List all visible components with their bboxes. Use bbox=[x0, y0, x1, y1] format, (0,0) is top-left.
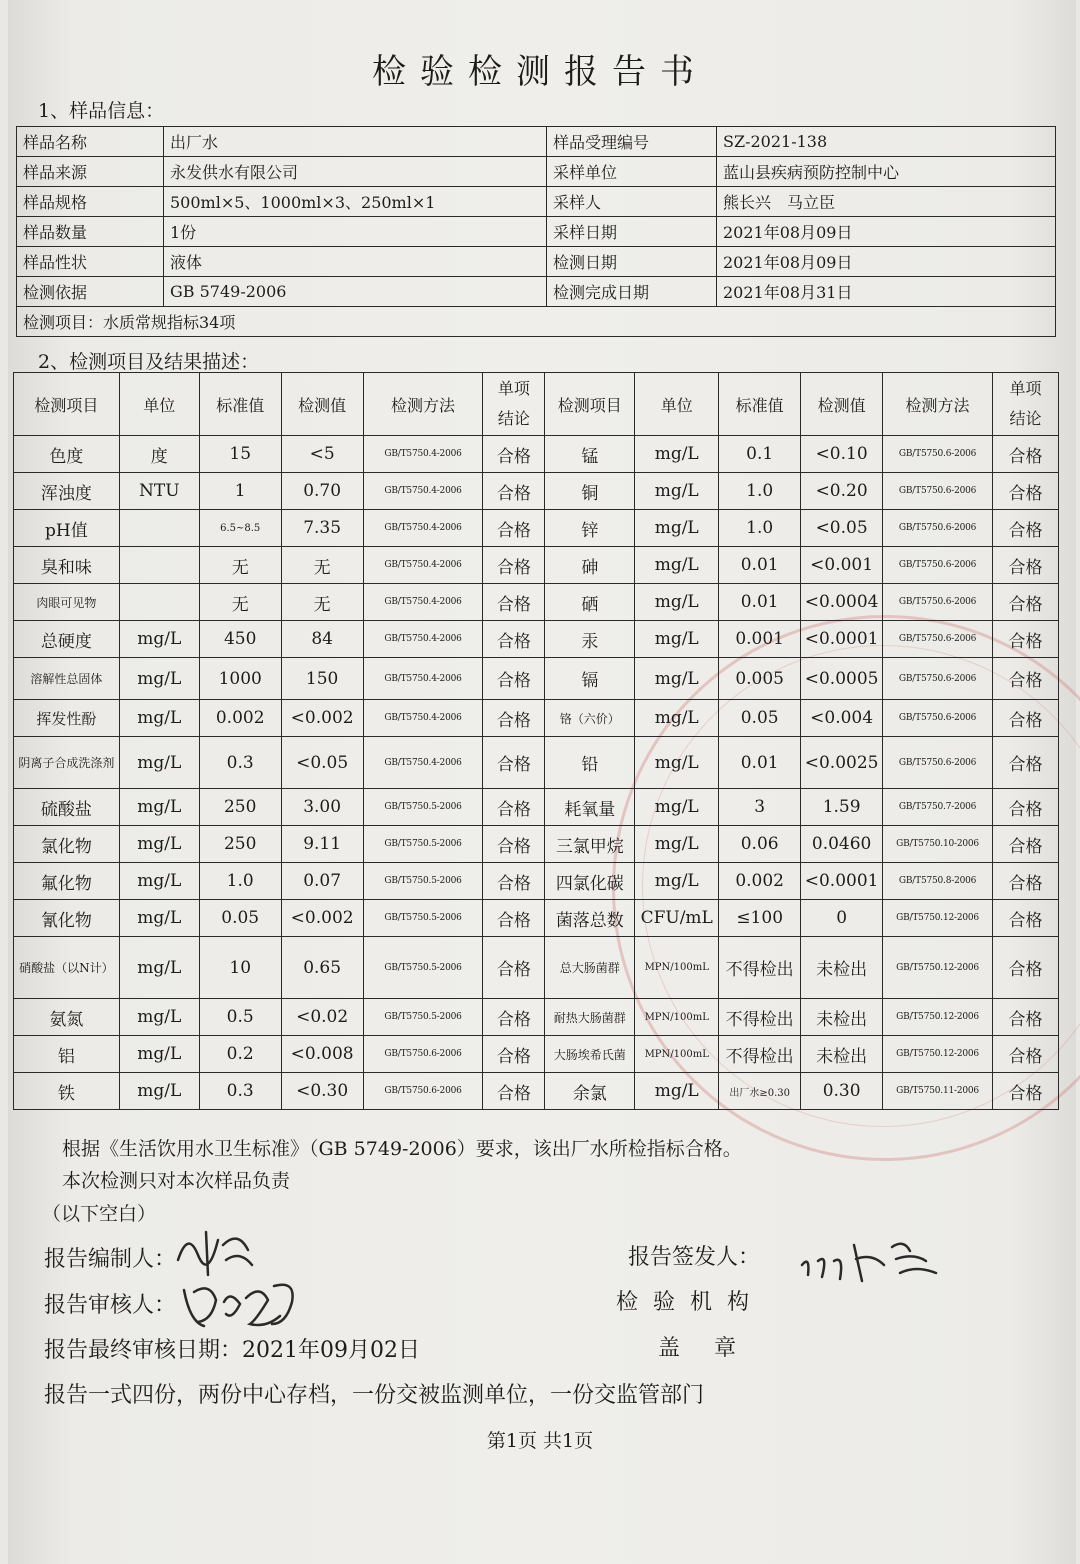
info-label: 采样单位 bbox=[547, 157, 717, 187]
info-value: SZ-2021-138 bbox=[717, 127, 1056, 157]
item-conclusion: 合格 bbox=[483, 700, 545, 737]
item-name: 硫酸盐 bbox=[14, 789, 120, 826]
standard-value: 出厂水≥0.30 bbox=[719, 1073, 801, 1110]
test-method: GB/T5750.4-2006 bbox=[363, 436, 483, 473]
test-method: GB/T5750.12-2006 bbox=[883, 937, 993, 999]
test-method: GB/T5750.4-2006 bbox=[363, 700, 483, 737]
unit: mg/L bbox=[119, 999, 199, 1036]
measured-value: <0.05 bbox=[801, 510, 883, 547]
test-method: GB/T5750.10-2006 bbox=[883, 826, 993, 863]
standard-value: 0.01 bbox=[719, 547, 801, 584]
unit bbox=[119, 584, 199, 621]
item-conclusion: 合格 bbox=[993, 937, 1059, 999]
measured-value: <0.0001 bbox=[801, 863, 883, 900]
measured-value: 1.59 bbox=[801, 789, 883, 826]
standard-value: 1.0 bbox=[199, 863, 281, 900]
standard-value: 0.2 bbox=[199, 1036, 281, 1073]
test-method: GB/T5750.5-2006 bbox=[363, 863, 483, 900]
sample-info-row bbox=[17, 247, 1056, 277]
test-method: GB/T5750.6-2006 bbox=[883, 547, 993, 584]
item-name: 挥发性酚 bbox=[14, 700, 120, 737]
info-value: 500ml×5、1000ml×3、250ml×1 bbox=[164, 187, 547, 217]
standard-value: 0.002 bbox=[719, 863, 801, 900]
test-method: GB/T5750.8-2006 bbox=[883, 863, 993, 900]
unit: mg/L bbox=[119, 789, 199, 826]
item-conclusion: 合格 bbox=[993, 789, 1059, 826]
unit: mg/L bbox=[119, 863, 199, 900]
standard-value: 1.0 bbox=[719, 510, 801, 547]
results-header-cell: 检测项目 bbox=[14, 373, 120, 436]
test-method: GB/T5750.6-2006 bbox=[883, 621, 993, 658]
item-conclusion: 合格 bbox=[993, 1073, 1059, 1110]
info-label: 样品数量 bbox=[17, 217, 164, 247]
item-conclusion: 合格 bbox=[483, 737, 545, 789]
standard-value: ≤100 bbox=[719, 900, 801, 937]
item-conclusion: 合格 bbox=[993, 700, 1059, 737]
info-value: GB 5749-2006 bbox=[164, 277, 547, 307]
info-label: 检测依据 bbox=[17, 277, 164, 307]
info-value: 永发供水有限公司 bbox=[164, 157, 547, 187]
info-label: 采样人 bbox=[547, 187, 717, 217]
measured-value: 84 bbox=[281, 621, 363, 658]
standard-value: 250 bbox=[199, 826, 281, 863]
measured-value: 无 bbox=[281, 547, 363, 584]
unit: CFU/mL bbox=[635, 900, 719, 937]
preparer-handwritten-signature bbox=[168, 1220, 258, 1280]
responsibility-note: 本次检测只对本次样品负责 bbox=[62, 1170, 291, 1192]
results-header-cell: 单项结论 bbox=[483, 373, 545, 436]
item-name: 砷 bbox=[545, 547, 635, 584]
results-row bbox=[14, 658, 1059, 700]
unit: mg/L bbox=[119, 1036, 199, 1073]
unit: mg/L bbox=[119, 1073, 199, 1110]
item-name: 臭和味 bbox=[14, 547, 120, 584]
final-review-date: 报告最终审核日期：2021年09月02日 bbox=[44, 1338, 420, 1363]
unit: mg/L bbox=[635, 700, 719, 737]
results-row bbox=[14, 999, 1059, 1036]
item-name: 铅 bbox=[545, 737, 635, 789]
unit: mg/L bbox=[119, 937, 199, 999]
item-name: 大肠埃希氏菌 bbox=[545, 1036, 635, 1073]
info-label: 样品来源 bbox=[17, 157, 164, 187]
standard-value: 15 bbox=[199, 436, 281, 473]
info-label: 检测完成日期 bbox=[547, 277, 717, 307]
item-name: 锌 bbox=[545, 510, 635, 547]
item-conclusion: 合格 bbox=[993, 863, 1059, 900]
measured-value: <0.008 bbox=[281, 1036, 363, 1073]
standard-value: 0.01 bbox=[719, 584, 801, 621]
item-conclusion: 合格 bbox=[483, 900, 545, 937]
results-row bbox=[14, 436, 1059, 473]
test-method: GB/T5750.4-2006 bbox=[363, 737, 483, 789]
measured-value: <0.05 bbox=[281, 737, 363, 789]
unit: mg/L bbox=[635, 826, 719, 863]
measured-value: <0.0025 bbox=[801, 737, 883, 789]
unit: mg/L bbox=[119, 621, 199, 658]
standard-value: 0.005 bbox=[719, 658, 801, 700]
unit: mg/L bbox=[635, 584, 719, 621]
results-header-cell: 单位 bbox=[119, 373, 199, 436]
item-conclusion: 合格 bbox=[993, 584, 1059, 621]
info-value: 2021年08月09日 bbox=[717, 247, 1056, 277]
test-method: GB/T5750.4-2006 bbox=[363, 473, 483, 510]
results-row bbox=[14, 1036, 1059, 1073]
standard-value: 250 bbox=[199, 789, 281, 826]
item-name: 耗氧量 bbox=[545, 789, 635, 826]
test-method: GB/T5750.4-2006 bbox=[363, 621, 483, 658]
standard-value: 0.05 bbox=[719, 700, 801, 737]
standard-value: 1.0 bbox=[719, 473, 801, 510]
unit: mg/L bbox=[119, 737, 199, 789]
measured-value: 未检出 bbox=[801, 999, 883, 1036]
item-conclusion: 合格 bbox=[483, 999, 545, 1036]
unit: mg/L bbox=[635, 1073, 719, 1110]
item-name: 菌落总数 bbox=[545, 900, 635, 937]
info-label: 样品性状 bbox=[17, 247, 164, 277]
item-name: 氯化物 bbox=[14, 826, 120, 863]
item-name: 耐热大肠菌群 bbox=[545, 999, 635, 1036]
info-label: 检测日期 bbox=[547, 247, 717, 277]
results-header-cell: 标准值 bbox=[199, 373, 281, 436]
test-method: GB/T5750.12-2006 bbox=[883, 900, 993, 937]
results-row bbox=[14, 1073, 1059, 1110]
results-row bbox=[14, 510, 1059, 547]
item-name: 肉眼可见物 bbox=[14, 584, 120, 621]
test-method: GB/T5750.6-2006 bbox=[363, 1073, 483, 1110]
measured-value: 未检出 bbox=[801, 937, 883, 999]
test-method: GB/T5750.12-2006 bbox=[883, 1036, 993, 1073]
issuer-label: 报告签发人： bbox=[628, 1245, 761, 1270]
info-label: 采样日期 bbox=[547, 217, 717, 247]
standard-value: 0.001 bbox=[719, 621, 801, 658]
standard-value: 无 bbox=[199, 547, 281, 584]
item-conclusion: 合格 bbox=[483, 937, 545, 999]
info-value: 出厂水 bbox=[164, 127, 547, 157]
item-conclusion: 合格 bbox=[483, 1036, 545, 1073]
item-conclusion: 合格 bbox=[483, 436, 545, 473]
test-method: GB/T5750.5-2006 bbox=[363, 999, 483, 1036]
measured-value: <0.001 bbox=[801, 547, 883, 584]
reviewer-handwritten-signature bbox=[176, 1272, 306, 1334]
item-conclusion: 合格 bbox=[483, 473, 545, 510]
measured-value: <0.0004 bbox=[801, 584, 883, 621]
unit: mg/L bbox=[635, 473, 719, 510]
measured-value: 7.35 bbox=[281, 510, 363, 547]
info-value: 熊长兴 马立臣 bbox=[717, 187, 1056, 217]
standard-value: 0.05 bbox=[199, 900, 281, 937]
item-name: 浑浊度 bbox=[14, 473, 120, 510]
item-name: 氨氮 bbox=[14, 999, 120, 1036]
item-conclusion: 合格 bbox=[993, 473, 1059, 510]
distribution-note: 报告一式四份，两份中心存档，一份交被监测单位，一份交监管部门 bbox=[44, 1383, 705, 1408]
results-row bbox=[14, 737, 1059, 789]
info-value: 2021年08月09日 bbox=[717, 217, 1056, 247]
test-method: GB/T5750.5-2006 bbox=[363, 900, 483, 937]
measured-value: <0.30 bbox=[281, 1073, 363, 1110]
info-value: 1份 bbox=[164, 217, 547, 247]
test-method: GB/T5750.6-2006 bbox=[883, 473, 993, 510]
test-method: GB/T5750.4-2006 bbox=[363, 547, 483, 584]
results-header-cell: 单项结论 bbox=[993, 373, 1059, 436]
unit: mg/L bbox=[635, 658, 719, 700]
test-method: GB/T5750.5-2006 bbox=[363, 937, 483, 999]
measured-value: <0.002 bbox=[281, 900, 363, 937]
results-row bbox=[14, 789, 1059, 826]
item-name: 铝 bbox=[14, 1036, 120, 1073]
item-conclusion: 合格 bbox=[993, 436, 1059, 473]
test-method: GB/T5750.4-2006 bbox=[363, 658, 483, 700]
standard-value: 1 bbox=[199, 473, 281, 510]
measured-value: <0.002 bbox=[281, 700, 363, 737]
item-conclusion: 合格 bbox=[993, 999, 1059, 1036]
measured-value: <5 bbox=[281, 436, 363, 473]
info-label: 样品规格 bbox=[17, 187, 164, 217]
results-header-cell: 检测值 bbox=[281, 373, 363, 436]
item-conclusion: 合格 bbox=[993, 510, 1059, 547]
unit: mg/L bbox=[635, 510, 719, 547]
results-row bbox=[14, 547, 1059, 584]
standard-value: 不得检出 bbox=[719, 937, 801, 999]
measured-value: 无 bbox=[281, 584, 363, 621]
results-header-cell: 标准值 bbox=[719, 373, 801, 436]
test-method: GB/T5750.6-2006 bbox=[883, 700, 993, 737]
info-value: 液体 bbox=[164, 247, 547, 277]
results-row bbox=[14, 621, 1059, 658]
sample-info-row bbox=[17, 157, 1056, 187]
item-name: 三氯甲烷 bbox=[545, 826, 635, 863]
test-method: GB/T5750.6-2006 bbox=[363, 1036, 483, 1073]
measured-value: 9.11 bbox=[281, 826, 363, 863]
blank-below-note: （以下空白） bbox=[42, 1203, 157, 1225]
sample-info-row bbox=[17, 127, 1056, 157]
info-value: 蓝山县疾病预防控制中心 bbox=[717, 157, 1056, 187]
item-name: 余氯 bbox=[545, 1073, 635, 1110]
measured-value: <0.02 bbox=[281, 999, 363, 1036]
unit: mg/L bbox=[635, 547, 719, 584]
standard-value: 6.5~8.5 bbox=[199, 510, 281, 547]
item-name: 总硬度 bbox=[14, 621, 120, 658]
report-title: 检验检测报告书 bbox=[372, 52, 708, 92]
unit bbox=[119, 510, 199, 547]
measured-value: <0.0001 bbox=[801, 621, 883, 658]
standard-value: 0.5 bbox=[199, 999, 281, 1036]
unit: mg/L bbox=[119, 900, 199, 937]
standard-value: 0.002 bbox=[199, 700, 281, 737]
item-conclusion: 合格 bbox=[483, 510, 545, 547]
item-conclusion: 合格 bbox=[993, 547, 1059, 584]
item-conclusion: 合格 bbox=[483, 547, 545, 584]
seal-label: 盖 章 bbox=[658, 1336, 743, 1361]
item-name: 氰化物 bbox=[14, 900, 120, 937]
test-method: GB/T5750.11-2006 bbox=[883, 1073, 993, 1110]
info-value: 2021年08月31日 bbox=[717, 277, 1056, 307]
item-name: 硒 bbox=[545, 584, 635, 621]
results-header-cell: 单位 bbox=[635, 373, 719, 436]
measured-value: 0.70 bbox=[281, 473, 363, 510]
measured-value: 0.07 bbox=[281, 863, 363, 900]
unit: MPN/100mL bbox=[635, 999, 719, 1036]
results-row bbox=[14, 584, 1059, 621]
reviewer-label: 报告审核人： bbox=[44, 1293, 177, 1318]
item-name: 色度 bbox=[14, 436, 120, 473]
standard-value: 3 bbox=[719, 789, 801, 826]
item-conclusion: 合格 bbox=[993, 826, 1059, 863]
measured-value: 0.0460 bbox=[801, 826, 883, 863]
test-items-summary: 检测项目：水质常规指标34项 bbox=[17, 307, 1056, 337]
test-method: GB/T5750.4-2006 bbox=[363, 584, 483, 621]
item-name: 铬（六价） bbox=[545, 700, 635, 737]
results-header-cell: 检测方法 bbox=[363, 373, 483, 436]
unit: NTU bbox=[119, 473, 199, 510]
test-method: GB/T5750.6-2006 bbox=[883, 737, 993, 789]
unit: mg/L bbox=[119, 826, 199, 863]
item-conclusion: 合格 bbox=[993, 737, 1059, 789]
measured-value: 150 bbox=[281, 658, 363, 700]
item-conclusion: 合格 bbox=[483, 863, 545, 900]
item-conclusion: 合格 bbox=[483, 1073, 545, 1110]
item-conclusion: 合格 bbox=[993, 900, 1059, 937]
item-conclusion: 合格 bbox=[483, 658, 545, 700]
standard-value: 450 bbox=[199, 621, 281, 658]
test-method: GB/T5750.6-2006 bbox=[883, 436, 993, 473]
standard-value: 0.3 bbox=[199, 1073, 281, 1110]
preparer-label: 报告编制人： bbox=[44, 1247, 177, 1272]
info-label: 样品受理编号 bbox=[547, 127, 717, 157]
unit: mg/L bbox=[119, 658, 199, 700]
test-method: GB/T5750.5-2006 bbox=[363, 826, 483, 863]
results-header-cell: 检测方法 bbox=[883, 373, 993, 436]
measured-value: 未检出 bbox=[801, 1036, 883, 1073]
standard-value: 不得检出 bbox=[719, 1036, 801, 1073]
standard-value: 不得检出 bbox=[719, 999, 801, 1036]
measured-value: <0.20 bbox=[801, 473, 883, 510]
item-conclusion: 合格 bbox=[483, 621, 545, 658]
test-method: GB/T5750.4-2006 bbox=[363, 510, 483, 547]
item-name: 阴离子合成洗涤剂 bbox=[14, 737, 120, 789]
sample-info-row bbox=[17, 277, 1056, 307]
issuer-handwritten-signature bbox=[796, 1225, 946, 1295]
test-method: GB/T5750.12-2006 bbox=[883, 999, 993, 1036]
test-method: GB/T5750.6-2006 bbox=[883, 510, 993, 547]
item-name: 总大肠菌群 bbox=[545, 937, 635, 999]
unit: mg/L bbox=[119, 700, 199, 737]
unit: mg/L bbox=[635, 621, 719, 658]
test-method: GB/T5750.7-2006 bbox=[883, 789, 993, 826]
results-row bbox=[14, 826, 1059, 863]
unit: mg/L bbox=[635, 436, 719, 473]
inspection-org-label: 检 验 机 构 bbox=[616, 1290, 753, 1315]
item-conclusion: 合格 bbox=[483, 584, 545, 621]
standard-value: 0.1 bbox=[719, 436, 801, 473]
unit: mg/L bbox=[635, 863, 719, 900]
info-label: 样品名称 bbox=[17, 127, 164, 157]
sample-info-row bbox=[17, 187, 1056, 217]
standard-value: 0.01 bbox=[719, 737, 801, 789]
standard-value: 10 bbox=[199, 937, 281, 999]
unit: mg/L bbox=[635, 789, 719, 826]
item-name: 氟化物 bbox=[14, 863, 120, 900]
item-name: 铜 bbox=[545, 473, 635, 510]
test-method: GB/T5750.6-2006 bbox=[883, 584, 993, 621]
results-row bbox=[14, 700, 1059, 737]
unit: MPN/100mL bbox=[635, 1036, 719, 1073]
results-row bbox=[14, 900, 1059, 937]
item-name: 四氯化碳 bbox=[545, 863, 635, 900]
measured-value: <0.004 bbox=[801, 700, 883, 737]
test-method: GB/T5750.6-2006 bbox=[883, 658, 993, 700]
item-name: 锰 bbox=[545, 436, 635, 473]
standard-value: 1000 bbox=[199, 658, 281, 700]
unit: MPN/100mL bbox=[635, 937, 719, 999]
measured-value: 0.65 bbox=[281, 937, 363, 999]
item-conclusion: 合格 bbox=[993, 658, 1059, 700]
results-header-cell: 检测项目 bbox=[545, 373, 635, 436]
results-header-cell: 检测值 bbox=[801, 373, 883, 436]
unit: 度 bbox=[119, 436, 199, 473]
section-sample-info-heading: 1、样品信息： bbox=[38, 100, 165, 122]
standard-value: 无 bbox=[199, 584, 281, 621]
item-conclusion: 合格 bbox=[483, 789, 545, 826]
item-name: 铁 bbox=[14, 1073, 120, 1110]
results-table bbox=[13, 372, 1059, 1110]
item-name: 汞 bbox=[545, 621, 635, 658]
unit bbox=[119, 547, 199, 584]
measured-value: <0.0005 bbox=[801, 658, 883, 700]
results-row bbox=[14, 937, 1059, 999]
item-conclusion: 合格 bbox=[993, 1036, 1059, 1073]
item-name: 溶解性总固体 bbox=[14, 658, 120, 700]
measured-value: 0 bbox=[801, 900, 883, 937]
sample-info-row bbox=[17, 217, 1056, 247]
item-name: 镉 bbox=[545, 658, 635, 700]
measured-value: 3.00 bbox=[281, 789, 363, 826]
item-name: 硝酸盐（以N计） bbox=[14, 937, 120, 999]
results-row bbox=[14, 863, 1059, 900]
results-row bbox=[14, 473, 1059, 510]
standard-value: 0.3 bbox=[199, 737, 281, 789]
measured-value: <0.10 bbox=[801, 436, 883, 473]
page-number: 第1页 共1页 bbox=[486, 1430, 594, 1452]
measured-value: 0.30 bbox=[801, 1073, 883, 1110]
test-method: GB/T5750.5-2006 bbox=[363, 789, 483, 826]
item-conclusion: 合格 bbox=[483, 826, 545, 863]
item-name: pH值 bbox=[14, 510, 120, 547]
standard-value: 0.06 bbox=[719, 826, 801, 863]
section-results-heading: 2、检测项目及结果描述： bbox=[38, 351, 260, 373]
conclusion-text: 根据《生活饮用水卫生标准》（GB 5749-2006）要求，该出厂水所检指标合格。 bbox=[62, 1138, 742, 1160]
sample-info-table bbox=[16, 126, 1056, 337]
unit: mg/L bbox=[635, 737, 719, 789]
item-conclusion: 合格 bbox=[993, 621, 1059, 658]
